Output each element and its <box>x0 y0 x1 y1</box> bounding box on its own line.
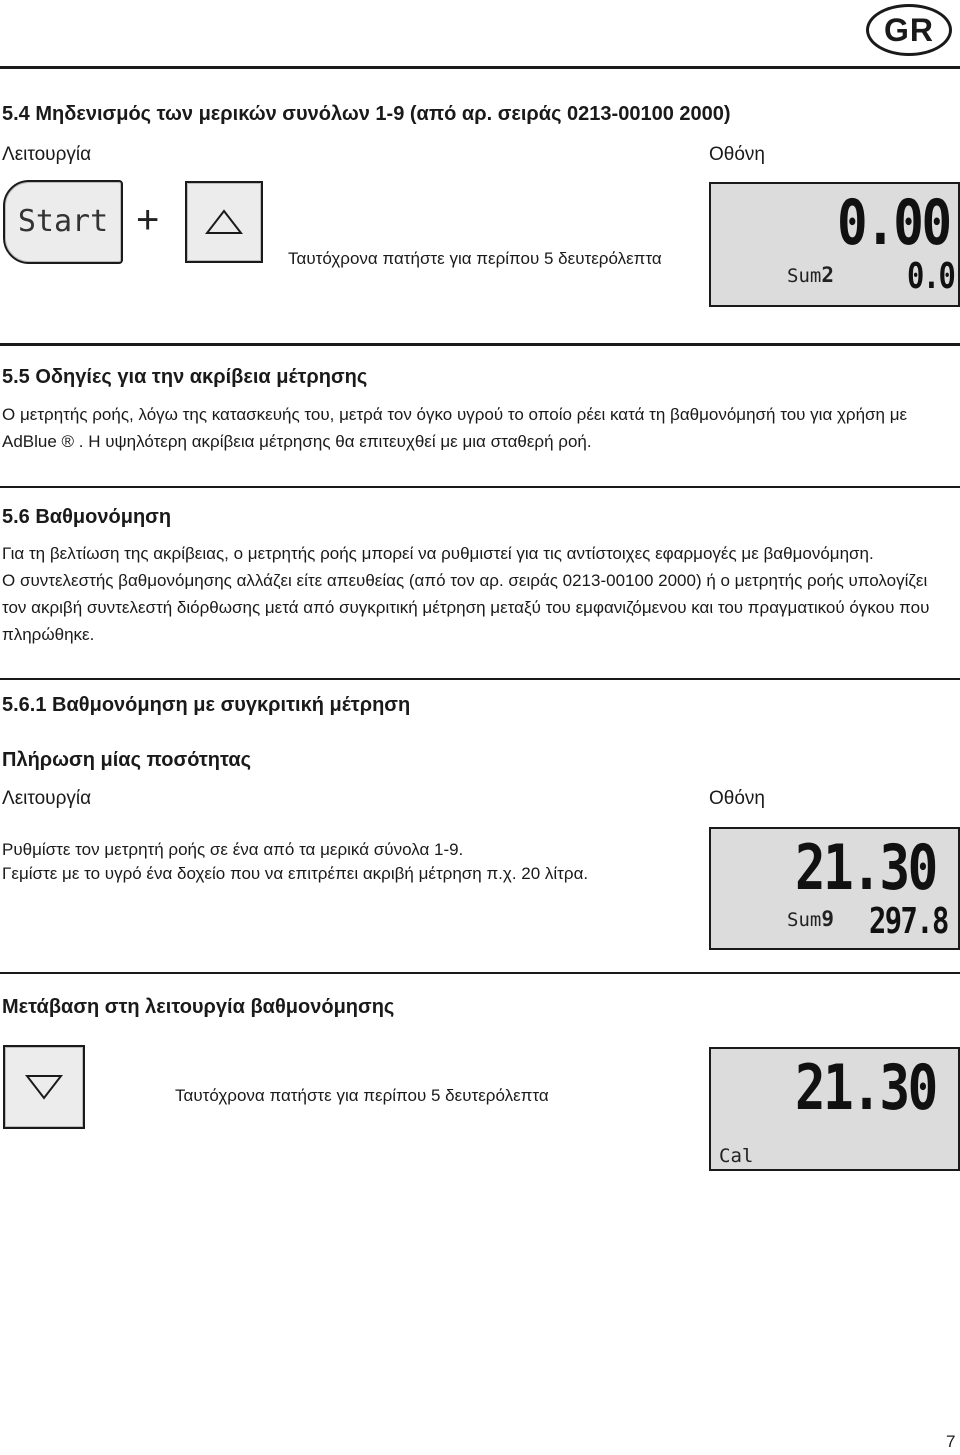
lcd-main-value: 21.30 <box>795 1051 936 1124</box>
lcd-main-value: 0.00 <box>837 186 950 259</box>
section-rule <box>0 486 960 488</box>
section-5-6-1-heading: 5.6.1 Βαθμονόμηση με συγκριτική μέτρηση <box>2 694 411 716</box>
lcd-main-value: 21.30 <box>795 831 936 904</box>
lcd-secondary-value: 0.0 <box>907 256 955 297</box>
triangle-up-icon <box>205 209 243 235</box>
display-column-label: Οθόνη <box>709 144 765 165</box>
section-rule <box>0 678 960 680</box>
plus-sign: + <box>136 198 160 242</box>
section-rule <box>0 343 960 346</box>
lcd-display-sum9 <box>709 827 960 950</box>
page-number: 7 <box>946 1432 956 1451</box>
section-5-5-heading: 5.5 Οδηγίες για την ακρίβεια μέτρησης <box>2 366 368 388</box>
paragraph-line: πληρώθηκε. <box>2 625 95 644</box>
paragraph-line: τον ακριβή συντελεστή διόρθωσης μετά από συγκριτική μέτρηση μεταξύ του εμφανιζόμενου και του πραγματικού όγκου που <box>2 598 930 617</box>
triangle-down-icon <box>25 1074 63 1100</box>
lcd-sum-index: 9 <box>821 907 834 931</box>
lcd-display-cal <box>709 1047 960 1171</box>
down-button[interactable] <box>3 1045 85 1129</box>
paragraph-line: AdBlue ® . Η υψηλότερη ακρίβεια μέτρησης θα επιτευχθεί με μια σταθερή ροή. <box>2 432 592 451</box>
section-5-4-heading: 5.4 Μηδενισμός των μερικών συνόλων 1-9 (από αρ. σειράς 0213-00100 2000) <box>2 103 731 125</box>
up-button[interactable] <box>185 181 263 263</box>
press-instruction: Ταυτόχρονα πατήστε για περίπου 5 δευτερόλεπτα <box>288 249 662 268</box>
section-5-6-heading: 5.6 Βαθμονόμηση <box>2 506 172 528</box>
top-rule <box>0 66 960 69</box>
lcd-sum-text: Sum <box>787 909 822 931</box>
paragraph-line: Ο μετρητής ροής, λόγω της κατασκευής του, μετρά τον όγκο υγρού το οποίο ρέει κατά τη βαθμονόμησή του για χρήση με <box>2 405 908 424</box>
section-rule <box>0 972 960 974</box>
lcd-sum-text: Sum <box>787 265 822 287</box>
lcd-sum-label <box>787 907 834 931</box>
paragraph-line: Για τη βελτίωση της ακρίβειας, ο μετρητής ροής μπορεί να ρυθμιστεί για τις αντίστοιχες εφαρμογές με βαθμονόμηση. <box>2 544 874 563</box>
paragraph-line: Ο συντελεστής βαθμονόμησης αλλάζει είτε απευθείας (από τον αρ. σειράς 0213-00100 2000) ή ο μετρητής ροής υπολογίζει <box>2 571 928 590</box>
press-instruction: Ταυτόχρονα πατήστε για περίπου 5 δευτερόλεπτα <box>175 1086 549 1105</box>
calibration-mode-heading: Μετάβαση στη λειτουργία βαθμονόμησης <box>2 996 395 1018</box>
step-text: Ρυθμίστε τον μετρητή ροής σε ένα από τα μερικά σύνολα 1-9. <box>2 840 464 859</box>
operation-column-label: Λειτουργία <box>2 788 92 809</box>
lcd-sum-index: 2 <box>821 263 834 287</box>
lcd-cal-label: Cal <box>719 1145 754 1167</box>
fill-quantity-heading: Πλήρωση μίας ποσότητας <box>2 749 252 771</box>
start-button[interactable]: Start <box>3 180 123 264</box>
display-column-label: Οθόνη <box>709 788 765 809</box>
lcd-display-sum2 <box>709 182 960 307</box>
operation-column-label: Λειτουργία <box>2 144 92 165</box>
step-text: Γεμίστε με το υγρό ένα δοχείο που να επιτρέπει ακριβή μέτρηση π.χ. 20 λίτρα. <box>2 864 589 883</box>
lcd-sum-label <box>787 263 834 287</box>
language-badge: GR <box>866 4 952 56</box>
lcd-secondary-value: 297.8 <box>869 901 948 942</box>
